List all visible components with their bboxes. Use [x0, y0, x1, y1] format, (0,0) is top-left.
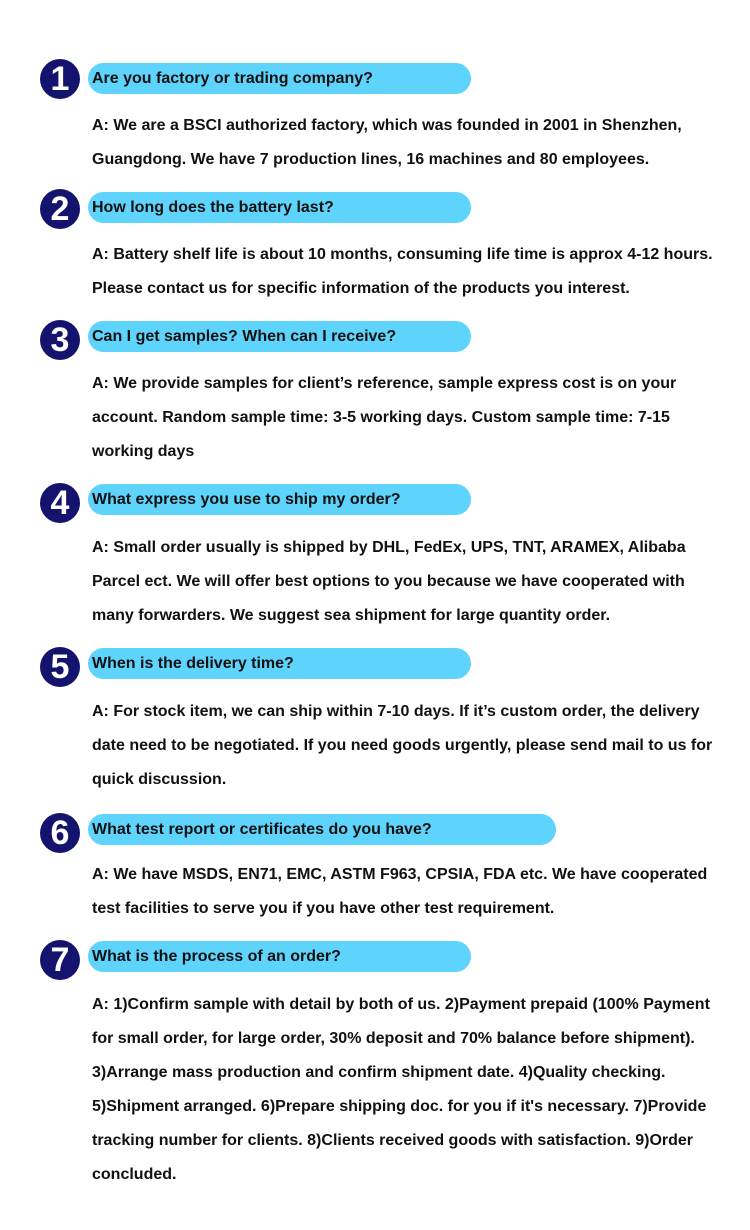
answer-text: A: We have MSDS, EN71, EMC, ASTM F963, CPSIA, FDA etc. We have cooperated test facilities to serve you if you have other test requirement.	[92, 866, 708, 917]
question-heading: What express you use to ship my order?	[88, 484, 471, 515]
number-badge: 7	[40, 940, 80, 980]
number-badge: 3	[40, 320, 80, 360]
question-heading: When is the delivery time?	[88, 648, 471, 679]
question-heading: Can I get samples? When can I receive?	[88, 321, 471, 352]
answer-text: A: For stock item, we can ship within 7-10 days. If it’s custom order, the delivery date need to be negotiated. If you need goods urgently, please send mail to us for quick discussion.	[92, 703, 713, 788]
number-badge: 6	[40, 813, 80, 853]
answer-text: A: We are a BSCI authorized factory, which was founded in 2001 in Shenzhen, Guangdong. We have 7 production lines, 16 machines and 80 employees.	[92, 117, 682, 168]
question-heading: Are you factory or trading company?	[88, 63, 471, 94]
number-badge: 5	[40, 647, 80, 687]
number-badge: 2	[40, 189, 80, 229]
answer-text: A: We provide samples for client’s reference, sample express cost is on your account. Random sample time: 3-5 working days. Custom sample time: 7-15 working days	[92, 375, 677, 460]
question-heading: What test report or certificates do you have?	[88, 814, 556, 845]
question-heading: What is the process of an order?	[88, 941, 471, 972]
question-heading: How long does the battery last?	[88, 192, 471, 223]
answer-text: A: 1)Confirm sample with detail by both of us. 2)Payment prepaid (100% Payment for small order, for large order, 30% deposit and 70% balance before shipment). 3)Arrange mass production and confirm shipment date. 4)Quality checking. 5)Shipment arranged. 6)Prepare shipping doc. for you if it's necessary. 7)Provide tracking number for clients. 8)Clients received goods with satisfaction. 9)Order concluded.	[92, 996, 710, 1183]
number-badge: 1	[40, 59, 80, 99]
answer-text: A: Battery shelf life is about 10 months, consuming life time is approx 4-12 hours. Please contact us for specific information of the products you interest.	[92, 246, 713, 297]
number-badge: 4	[40, 483, 80, 523]
answer-text: A: Small order usually is shipped by DHL, FedEx, UPS, TNT, ARAMEX, Alibaba Parcel ect. We will offer best options to you because we have cooperated with many forwarders. We suggest sea shipment for large quantity order.	[92, 539, 686, 624]
